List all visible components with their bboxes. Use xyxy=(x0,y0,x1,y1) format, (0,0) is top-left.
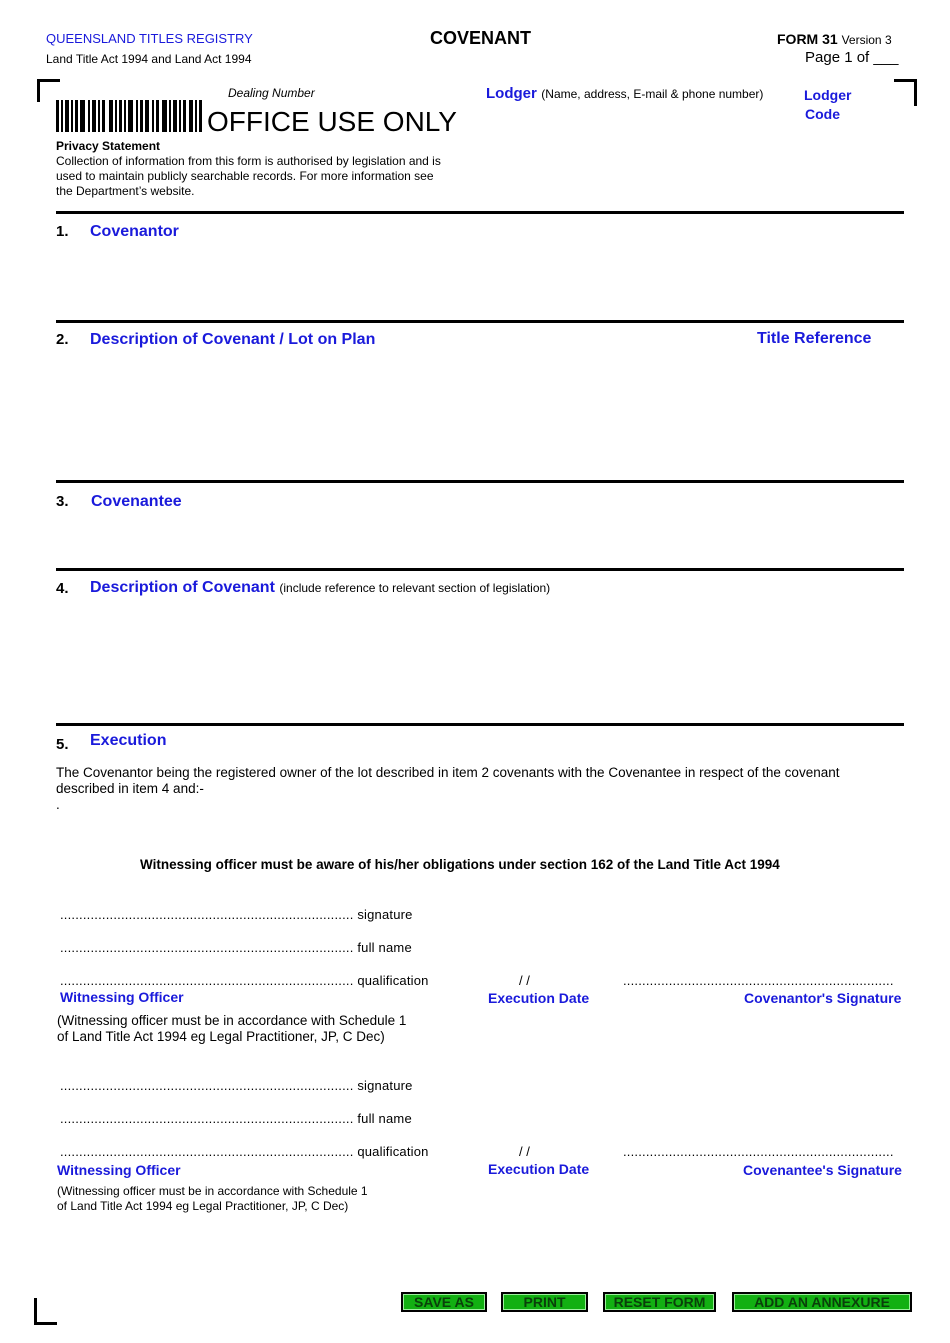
barcode-bar xyxy=(92,100,96,132)
section-4-title: Description of Covenant xyxy=(90,579,275,596)
barcode-bar xyxy=(162,100,167,132)
execution-date-2-field[interactable]: / / xyxy=(519,1144,530,1159)
privacy-statement xyxy=(56,139,441,199)
barcode-bar xyxy=(140,100,143,132)
section-4-hint: (include reference to relevant section of legislation) xyxy=(279,581,551,595)
witness-warning: Witnessing officer must be aware of his/her obligations under section 162 of the Land Title Act 1994 xyxy=(140,857,780,872)
barcode-bar xyxy=(98,100,100,132)
divider-4 xyxy=(56,568,904,571)
barcode-bar xyxy=(136,100,138,132)
section-3-title: Covenantee xyxy=(91,493,182,510)
divider-2 xyxy=(56,320,904,323)
execution-date-1-label: Execution Date xyxy=(488,990,590,1006)
divider-1 xyxy=(56,211,904,214)
witness-2-officer-label: Witnessing Officer xyxy=(57,1162,181,1178)
save-as-button[interactable]: SAVE AS xyxy=(401,1292,487,1312)
barcode-bar xyxy=(124,100,126,132)
covenantor-signature-line[interactable]: ....................................................................... xyxy=(623,973,894,988)
execution-date-1-field[interactable]: / / xyxy=(519,973,530,988)
covenantee-signature-line[interactable]: ....................................................................... xyxy=(623,1144,894,1159)
title-reference-field[interactable] xyxy=(757,354,897,474)
lot-on-plan-field[interactable] xyxy=(90,354,730,474)
barcode-bar xyxy=(173,100,177,132)
barcode-bar xyxy=(128,100,133,132)
barcode-bar xyxy=(179,100,181,132)
acts-label: Land Title Act 1994 and Land Act 1994 xyxy=(46,52,252,66)
divider-5 xyxy=(56,723,904,726)
execution-para-line-1: The Covenantor being the registered owner of the lot described in item 2 covenants with the Covenantee in respect of the covenant xyxy=(56,765,840,780)
lodger-hint: (Name, address, E-mail & phone number) xyxy=(541,87,764,101)
witness-1-officer-label: Witnessing Officer xyxy=(60,989,184,1005)
section-2-title: Description of Covenant / Lot on Plan xyxy=(90,331,376,348)
barcode-bar xyxy=(169,100,171,132)
barcode-bar xyxy=(61,100,63,132)
section-5-title: Execution xyxy=(90,732,167,749)
barcode-bar xyxy=(80,100,85,132)
witness-2-full-name-line[interactable]: ............................................................................. full name xyxy=(60,1111,412,1126)
witness-2-signature-line[interactable]: ............................................................................. signature xyxy=(60,1078,413,1093)
witness-1-note-line-2: of Land Title Act 1994 eg Legal Practitioner, JP, C Dec) xyxy=(57,1029,385,1044)
section-2-number: 2. xyxy=(56,331,69,348)
form-number-label: FORM 31 xyxy=(777,31,838,47)
barcode-bar xyxy=(109,100,113,132)
barcode-bar xyxy=(199,100,202,132)
form-title: COVENANT xyxy=(430,28,532,48)
witness-2-note-line-2: of Land Title Act 1994 eg Legal Practitioner, JP, C Dec) xyxy=(57,1199,349,1213)
lodger-label: Lodger xyxy=(486,85,537,102)
privacy-line-1: Collection of information from this form is authorised by legislation and is xyxy=(56,154,441,168)
privacy-title: Privacy Statement xyxy=(56,139,161,153)
privacy-line-3: the Department’s website. xyxy=(56,184,195,198)
office-use-only: OFFICE USE ONLY xyxy=(207,106,457,137)
corner-top-right xyxy=(894,79,917,106)
execution-para-line-2: described in item 4 and:- xyxy=(56,781,204,796)
barcode-bar xyxy=(156,100,159,132)
barcode-bar xyxy=(195,100,197,132)
barcode-bar xyxy=(71,100,73,132)
witness-1-full-name-line[interactable]: ............................................................................. full name xyxy=(60,940,412,955)
witness-2-note-line-1: (Witnessing officer must be in accordance with Schedule 1 xyxy=(57,1184,368,1198)
covenantee-signature-label: Covenantee's Signature xyxy=(743,1162,902,1178)
witness-1-note xyxy=(57,1013,406,1045)
barcode-bar xyxy=(119,100,122,132)
title-reference-label: Title Reference xyxy=(757,330,872,347)
barcode-bar xyxy=(189,100,193,132)
section-4-number: 4. xyxy=(56,580,69,597)
witness-1-signature-line[interactable]: ............................................................................. signature xyxy=(60,907,413,922)
lodger-code-line2: Code xyxy=(805,106,840,122)
barcode-bar xyxy=(115,100,117,132)
lodger-field-label xyxy=(486,85,763,103)
covenantor-field[interactable] xyxy=(90,246,900,314)
barcode-bar xyxy=(88,100,90,132)
lodger-code-line1: Lodger xyxy=(804,87,852,103)
section-4-heading xyxy=(90,579,550,597)
covenantee-field[interactable] xyxy=(90,516,900,564)
page-indicator: Page 1 of ___ xyxy=(805,49,899,66)
witness-1-note-line-1: (Witnessing officer must be in accordance with Schedule 1 xyxy=(57,1013,407,1028)
covenant-description-field[interactable] xyxy=(90,602,900,718)
barcode-bar xyxy=(56,100,59,132)
barcode-bar xyxy=(152,100,154,132)
witness-2-note xyxy=(57,1184,368,1214)
witness-2-qualification-line[interactable]: ............................................................................. qualification xyxy=(60,1144,429,1159)
barcode-bar xyxy=(65,100,69,132)
barcode-graphic xyxy=(56,100,202,132)
execution-paragraph xyxy=(56,765,839,813)
print-button[interactable]: PRINT xyxy=(501,1292,588,1312)
reset-form-button[interactable]: RESET FORM xyxy=(603,1292,716,1312)
privacy-line-2: used to maintain publicly searchable records. For more information see xyxy=(56,169,434,183)
section-3-number: 3. xyxy=(56,493,69,510)
section-5-number: 5. xyxy=(56,736,69,753)
dealing-number-label: Dealing Number xyxy=(228,86,315,100)
divider-3 xyxy=(56,480,904,483)
covenantor-signature-label: Covenantor's Signature xyxy=(744,990,902,1006)
lodger-code-label xyxy=(804,86,851,124)
barcode-bar xyxy=(145,100,149,132)
witness-1-qualification-line[interactable]: ............................................................................. qualification xyxy=(60,973,429,988)
barcode-bar xyxy=(75,100,78,132)
section-1-number: 1. xyxy=(56,223,69,240)
form-version: Version 3 xyxy=(841,33,892,47)
form-number xyxy=(777,31,892,47)
corner-bottom-left xyxy=(34,1298,57,1325)
barcode-bar xyxy=(102,100,105,132)
section-1-title: Covenantor xyxy=(90,223,179,240)
barcode-bar xyxy=(183,100,186,132)
registry-name: QUEENSLAND TITLES REGISTRY xyxy=(46,31,253,46)
add-annexure-button[interactable]: ADD AN ANNEXURE xyxy=(732,1292,912,1312)
corner-top-left xyxy=(37,79,60,102)
execution-para-dot: . xyxy=(56,797,60,812)
execution-date-2-label: Execution Date xyxy=(488,1161,590,1177)
